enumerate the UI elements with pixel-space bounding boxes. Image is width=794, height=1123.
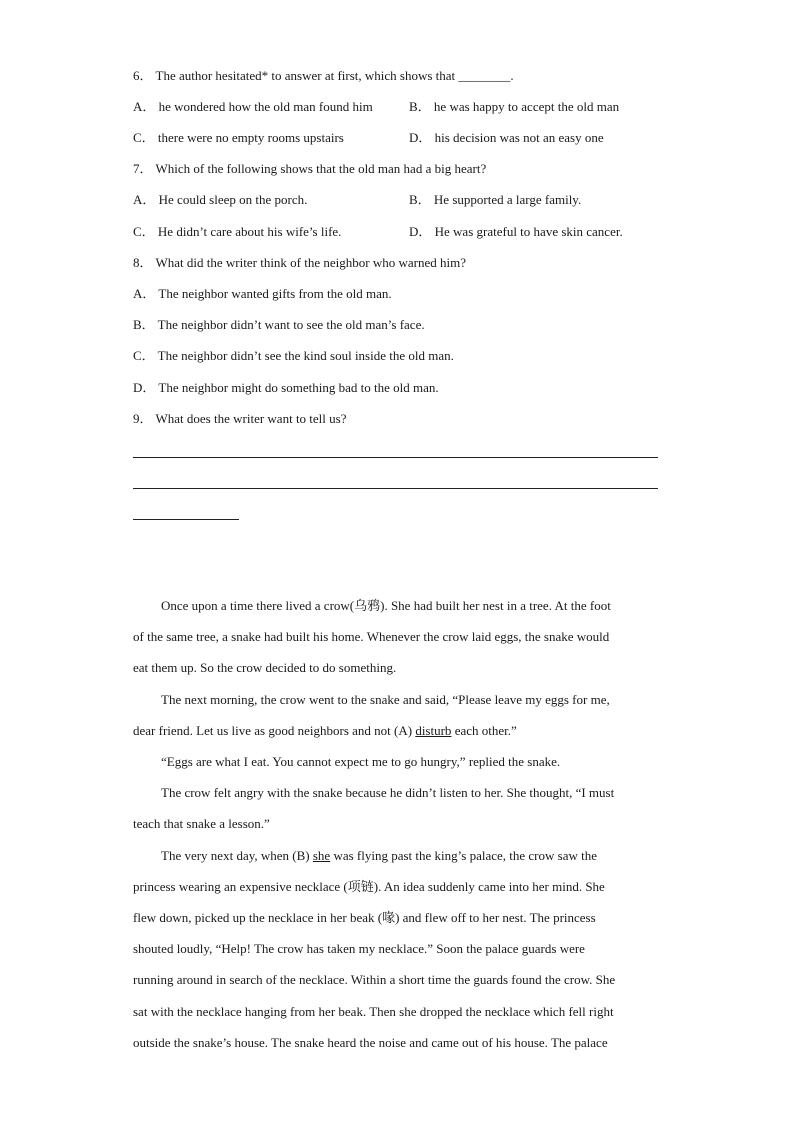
q6-option-b: B． he was happy to accept the old man xyxy=(409,99,620,114)
passage-text: each other.” xyxy=(451,723,517,738)
passage-line: The crow felt angry with the snake because he didn’t listen to her. She thought, “I must xyxy=(161,785,615,800)
passage-line: eat them up. So the crow decided to do something. xyxy=(133,660,397,675)
q7-option-a: A． He could sleep on the porch. xyxy=(133,192,308,207)
answer-line-2[interactable] xyxy=(133,488,658,489)
q8-stem: 8． What did the writer think of the neighbor who warned him? xyxy=(133,255,466,270)
passage-line: outside the snake’s house. The snake heard the noise and came out of his house. The palace xyxy=(133,1035,608,1050)
passage-line: running around in search of the necklace. Within a short time the guards found the crow. She xyxy=(133,972,616,987)
passage-line: shouted loudly, “Help! The crow has taken my necklace.” Soon the palace guards were xyxy=(133,941,585,956)
underlined-word-a: disturb xyxy=(415,723,452,738)
passage-line: Once upon a time there lived a crow(乌鸦). She had built her nest in a tree. At the foot xyxy=(161,598,611,613)
q6-stem: 6． The author hesitated* to answer at first, which shows that ________. xyxy=(133,68,514,83)
passage-text: The very next day, when (B) xyxy=(161,848,313,863)
q9-stem: 9． What does the writer want to tell us? xyxy=(133,411,347,426)
underlined-word-b: she xyxy=(312,848,331,863)
passage-line: princess wearing an expensive necklace (项链). An idea suddenly came into her mind. She xyxy=(133,879,605,894)
answer-line-1[interactable] xyxy=(133,457,658,458)
passage-line xyxy=(133,723,663,739)
passage-text: dear friend. Let us live as good neighbors and not (A) xyxy=(133,723,416,738)
q8-option-b: B． The neighbor didn’t want to see the old man’s face. xyxy=(133,317,425,332)
passage-line: “Eggs are what I eat. You cannot expect me to go hungry,” replied the snake. xyxy=(161,754,561,769)
q8-option-d: D． The neighbor might do something bad to the old man. xyxy=(133,380,439,395)
q7-option-d: D． He was grateful to have skin cancer. xyxy=(409,224,623,239)
q6-option-d: D． his decision was not an easy one xyxy=(409,130,604,145)
passage-line: sat with the necklace hanging from her beak. Then she dropped the necklace which fell right xyxy=(133,1004,614,1019)
passage-line: flew down, picked up the necklace in her beak (喙) and flew off to her nest. The princess xyxy=(133,910,596,925)
answer-line-3[interactable] xyxy=(133,519,239,520)
q7-stem: 7． Which of the following shows that the old man had a big heart? xyxy=(133,161,487,176)
q8-option-c: C． The neighbor didn’t see the kind soul inside the old man. xyxy=(133,348,454,363)
q7-option-b: B． He supported a large family. xyxy=(409,192,582,207)
q7-option-c: C． He didn’t care about his wife’s life. xyxy=(133,224,342,239)
passage-line: of the same tree, a snake had built his home. Whenever the crow laid eggs, the snake would xyxy=(133,629,610,644)
passage-text: was flying past the king’s palace, the crow saw the xyxy=(330,848,597,863)
q6-option-c: C． there were no empty rooms upstairs xyxy=(133,130,344,145)
q6-option-a: A． he wondered how the old man found him xyxy=(133,99,373,114)
passage-line: teach that snake a lesson.” xyxy=(133,816,270,831)
passage-line: The next morning, the crow went to the snake and said, “Please leave my eggs for me, xyxy=(161,692,610,707)
q8-option-a: A． The neighbor wanted gifts from the old man. xyxy=(133,286,392,301)
passage-line xyxy=(161,848,691,864)
